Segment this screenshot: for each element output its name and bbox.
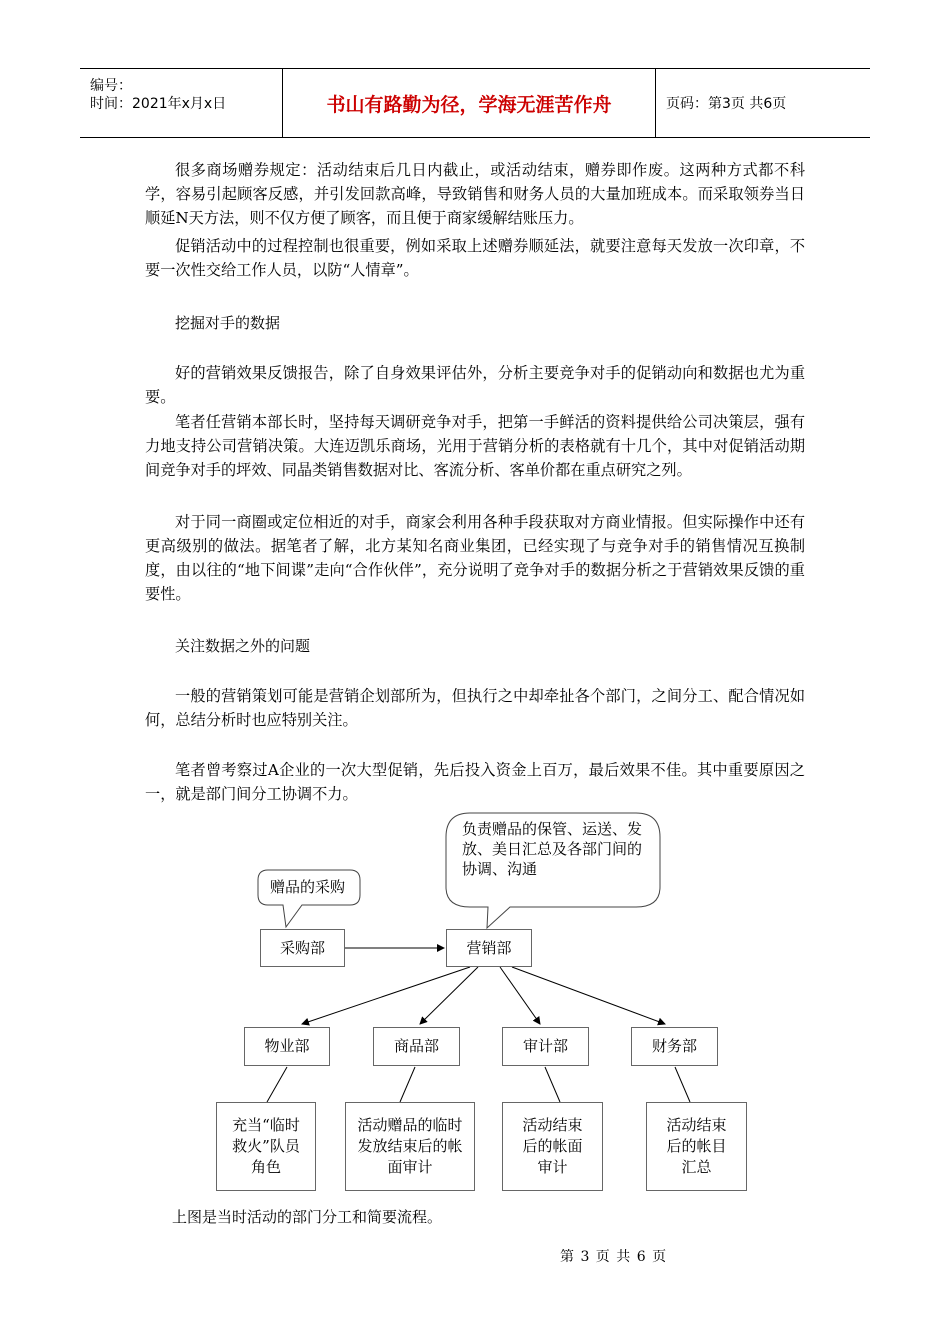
paragraph-case-study: 笔者曾考察过A企业的一次大型促销，先后投入资金上百万，最后效果不佳。其中重要原因之一，就是部门间分工协调不力。 [145, 761, 805, 803]
number-label: 编号： [90, 78, 132, 94]
time-label: 时间：2021年x月x日 [90, 96, 227, 112]
line-property-duty [267, 1067, 287, 1102]
paragraph-coupon-rules: 很多商场赠券规定：活动结束后几日内截止，或活动结束，赠券即作废。这两种方式都不科学，容易引起顾客反感，并引发回款高峰，导致销售和财务人员的大量加班成本。而采取领券当日顺延N天方法，则不仅方便了顾客，而且便于商家缓解结账压力。 [145, 161, 805, 227]
finance-dept-box: 财务部 [631, 1027, 718, 1066]
marketing-dept-box: 营销部 [446, 929, 532, 967]
line-goods-duty [400, 1067, 415, 1102]
section-heading-competitor-data: 挖掘对手的数据 [175, 314, 281, 332]
property-duty-box: 充当“临时救火”队员角色 [216, 1102, 316, 1191]
paragraph-author-experience: 笔者任营销本部长时，坚持每天调研竞争对手，把第一手鲜活的资料提供给公司决策层，强有力地支持公司营销决策。大连迈凯乐商场，光用于营销分析的表格就有十几个，其中对促销活动期间竞争对手的坪效、同晶类销售数据对比、客流分析、客单价都在重点研究之列。 [145, 413, 805, 479]
callout-purchase-text: 赠品的采购 [270, 878, 346, 896]
page-number-label: 页码：第3页 共6页 [666, 96, 787, 112]
audit-duty-box: 活动结束后的帐面审计 [502, 1102, 603, 1191]
section-heading-beyond-data: 关注数据之外的问题 [175, 637, 311, 655]
org-diagram [0, 795, 950, 1205]
property-dept-box: 物业部 [244, 1027, 330, 1066]
paragraph-process-control: 促销活动中的过程控制也很重要，例如采取上述赠券顺延法，就要注意每天发放一次印章，不要一次性交给工作人员，以防“人情章”。 [145, 237, 805, 279]
diagram-caption: 上图是当时活动的部门分工和简要流程。 [172, 1208, 443, 1226]
header-meta [80, 69, 282, 137]
paragraph-department-coordination: 一般的营销策划可能是营销企划部所为，但执行之中却牵扯各个部门，之间分工、配合情况如何，总结分析时也应特别关注。 [145, 687, 805, 729]
page-header [80, 68, 870, 138]
goods-duty-box: 活动赠品的临时发放结束后的帐面审计 [345, 1102, 475, 1191]
paragraph-feedback-report: 好的营销效果反馈报告，除了自身效果评估外，分析主要竞争对手的促销动向和数据也尤为重要。 [145, 364, 805, 406]
arrow-marketing-to-finance [512, 967, 665, 1024]
line-audit-duty [545, 1067, 560, 1102]
purchase-dept-box: 采购部 [260, 929, 345, 967]
header-motto: 书山有路勤为径，学海无涯苦作舟 [282, 69, 656, 137]
goods-dept-box: 商品部 [373, 1027, 460, 1066]
callout-marketing-text: 负责赠品的保管、运送、发放、美日汇总及各部门间的协调、沟通 [462, 820, 643, 878]
finance-duty-box: 活动结束后的帐目汇总 [646, 1102, 747, 1191]
arrow-marketing-to-property [302, 967, 470, 1024]
paragraph-competitor-intelligence: 对于同一商圈或定位相近的对手，商家会利用各种手段获取对方商业情报。但实际操作中还有更高级别的做法。据笔者了解，北方某知名商业集团，已经实现了与竞争对手的销售情况互换制度，由以往的“地下间谍”走向“合作伙伴”，充分说明了竞争对手的数据分析之于营销效果反馈的重要性。 [145, 513, 805, 603]
audit-dept-box: 审计部 [502, 1027, 589, 1066]
page-footer: 第 3 页 共 6 页 [560, 1249, 668, 1265]
line-finance-duty [675, 1067, 690, 1102]
arrow-marketing-to-goods [420, 967, 478, 1024]
